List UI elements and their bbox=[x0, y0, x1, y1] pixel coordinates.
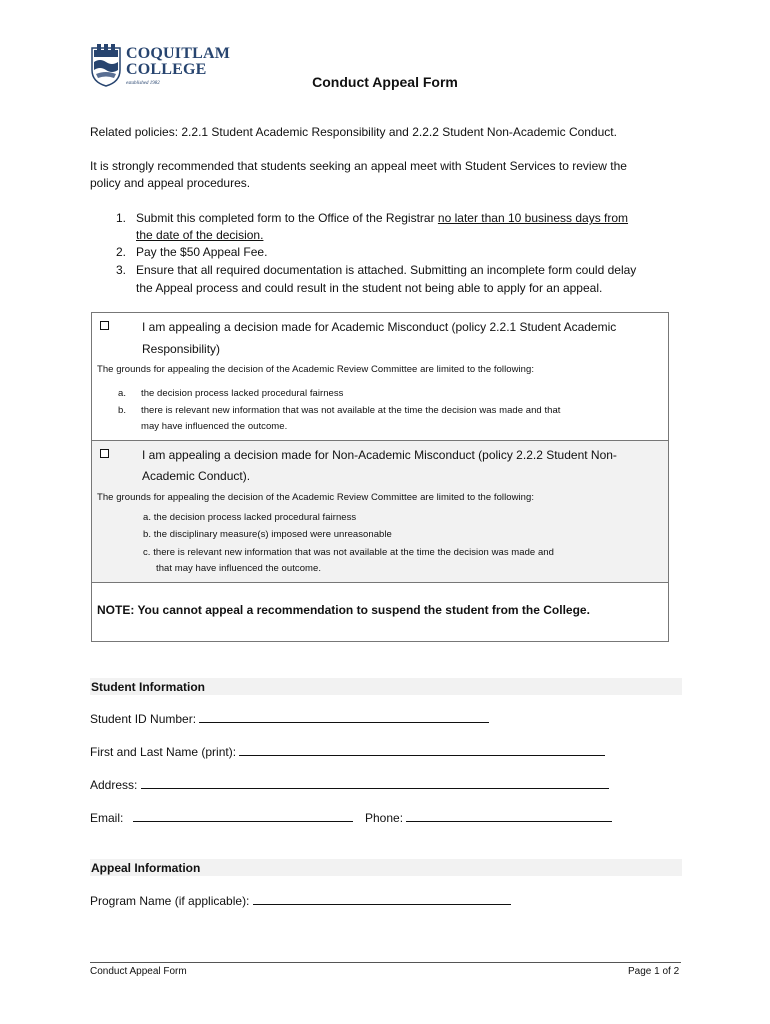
page-number: Page 1 of 2 bbox=[628, 966, 680, 977]
non-academic-ground-c-line-2: that may have influenced the outcome. bbox=[156, 563, 322, 574]
recommendation-line-2: policy and appeal procedures. bbox=[90, 176, 251, 190]
step-number: 2. bbox=[115, 245, 126, 259]
academic-ground-letter: a. bbox=[118, 388, 127, 399]
appeal-info-heading bbox=[90, 859, 682, 876]
student-id-label: Student ID Number: bbox=[90, 712, 197, 726]
non-academic-grounds-intro: The grounds for appealing the decision of the Academic Review Committee are limited to the following: bbox=[97, 492, 535, 503]
academic-ground-b-line-2: may have influenced the outcome. bbox=[141, 421, 288, 432]
academic-misconduct-label-line-1: I am appealing a decision made for Academic Misconduct (policy 2.2.1 Student Academic bbox=[142, 320, 617, 334]
step-3-text-line-2: the Appeal process and could result in the student not being able to apply for an appeal. bbox=[136, 281, 603, 295]
address-label: Address: bbox=[90, 778, 138, 792]
non-academic-misconduct-checkbox[interactable] bbox=[100, 449, 109, 458]
step-1-text-a: Submit this completed form to the Office of the Registrar bbox=[136, 211, 438, 225]
name-row bbox=[90, 743, 605, 761]
phone-field[interactable] bbox=[406, 809, 612, 822]
ground-letter: b. bbox=[143, 529, 152, 540]
academic-grounds-intro: The grounds for appealing the decision of the Academic Review Committee are limited to the following: bbox=[97, 364, 535, 375]
ground-letter: a. bbox=[143, 512, 152, 523]
address-row bbox=[90, 776, 609, 794]
non-academic-ground-b bbox=[143, 526, 392, 543]
program-row bbox=[90, 892, 511, 910]
name-label: First and Last Name (print): bbox=[90, 745, 237, 759]
email-row bbox=[90, 809, 353, 827]
non-academic-label-line-1: I am appealing a decision made for Non-Academic Misconduct (policy 2.2.2 Student Non- bbox=[142, 448, 617, 462]
step-number: 1. bbox=[115, 211, 126, 225]
step-1-text bbox=[136, 210, 628, 227]
program-field[interactable] bbox=[253, 892, 511, 905]
logo-line-1: COQUITLAM bbox=[126, 45, 231, 62]
email-field[interactable] bbox=[133, 809, 353, 822]
phone-row bbox=[365, 809, 612, 827]
phone-label: Phone: bbox=[365, 811, 404, 825]
step-1-deadline-cont: the date of the decision. bbox=[136, 228, 264, 242]
name-field[interactable] bbox=[239, 743, 605, 756]
recommendation-line-1: It is strongly recommended that students seeking an appeal meet with Student Services to review the bbox=[90, 159, 627, 173]
footer-title: Conduct Appeal Form bbox=[90, 966, 187, 977]
non-academic-ground-a bbox=[143, 509, 356, 526]
student-info-heading bbox=[90, 678, 682, 695]
academic-ground-letter: b. bbox=[118, 405, 127, 416]
footer-divider bbox=[90, 962, 681, 963]
non-academic-label-line-2: Academic Conduct). bbox=[142, 469, 251, 483]
non-academic-ground-c bbox=[143, 544, 554, 561]
program-label: Program Name (if applicable): bbox=[90, 894, 250, 908]
logo-tagline: established 1982 bbox=[126, 81, 160, 86]
ground-letter: c. bbox=[143, 547, 151, 558]
page-title: Conduct Appeal Form bbox=[312, 74, 458, 90]
ground-text: the decision process lacked procedural fairness bbox=[153, 512, 357, 523]
student-info-heading-text: Student Information bbox=[91, 680, 205, 694]
academic-ground-a: the decision process lacked procedural fairness bbox=[141, 388, 344, 399]
student-id-field[interactable] bbox=[199, 710, 489, 723]
logo-line-2: COLLEGE bbox=[126, 61, 207, 78]
related-policies: Related policies: 2.2.1 Student Academic Responsibility and 2.2.2 Student Non-Academic Conduct. bbox=[90, 125, 617, 139]
appeal-info-heading-text: Appeal Information bbox=[91, 861, 201, 875]
email-label: Email: bbox=[90, 811, 124, 825]
address-field[interactable] bbox=[141, 776, 609, 789]
step-3-text-line-1: Ensure that all required documentation is attached. Submitting an incomplete form could delay bbox=[136, 263, 637, 277]
student-id-row bbox=[90, 710, 489, 728]
step-1-deadline: no later than 10 business days from bbox=[437, 211, 629, 225]
note-text: NOTE: You cannot appeal a recommendation to suspend the student from the College. bbox=[97, 603, 590, 617]
step-2-text: Pay the $50 Appeal Fee. bbox=[136, 245, 268, 259]
step-number: 3. bbox=[115, 263, 126, 277]
academic-misconduct-label-line-2: Responsibility) bbox=[142, 342, 221, 356]
ground-text: the disciplinary measure(s) imposed were unreasonable bbox=[153, 529, 392, 540]
ground-text: there is relevant new information that was not available at the time the decision was made and bbox=[153, 547, 554, 558]
academic-ground-b-line-1: there is relevant new information that was not available at the time the decision was made and that bbox=[141, 405, 561, 416]
academic-misconduct-checkbox[interactable] bbox=[100, 321, 109, 330]
